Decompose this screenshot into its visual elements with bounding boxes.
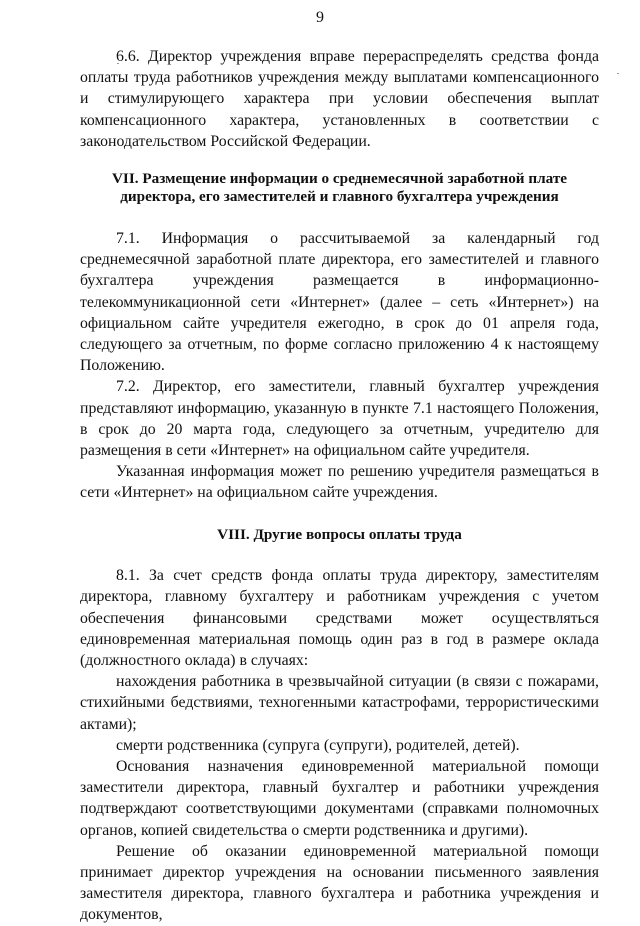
section-7-title-line-2: директора, его заместителей и главного бухгалтера учреждения bbox=[120, 187, 559, 205]
section-8-title: VIII. Другие вопросы оплаты труда bbox=[217, 525, 462, 543]
scan-dot-mark bbox=[617, 73, 619, 74]
paragraph-6-6: 6.6. Директор учреждения вправе перераспределять средства фонда оплаты труда работников учреждения между выплатами компенсационного и стимулирующего характера при условии обеспечения выплат компенсационного характера, установленных в соответствии с законодательством Российской Федерации. bbox=[80, 48, 599, 150]
paragraph-7-2: 7.2. Директор, его заместители, главный бухгалтер учреждения представляют информацию, указанную в пункте 7.1 настоящего Положения, в срок до 20 марта года, следующего за отчетным, учредителю для размещения в сети «Интернет» на официальном сайте учредителя. bbox=[80, 378, 599, 460]
section-7-body bbox=[80, 228, 599, 504]
section-7-title-line-1: VII. Размещение информации о среднемесячной заработной плате bbox=[111, 170, 568, 188]
case-death-of-relative: смерти родственника (супруга (супруги), родителей, детей). bbox=[116, 736, 520, 754]
paragraph-8-1: 8.1. За счет средств фонда оплаты труда директору, заместителям директора, главному бухгалтеру и работникам учреждения с учетом обеспечения финансовыми средствами может осуществляться единовременная материальная помощь один раз в год в размере оклада (должностного оклада) в случаях: bbox=[80, 567, 599, 669]
paragraph-decision: Решение об оказании единовременной материальной помощи принимает директор учреждения на основании письменного заявления заместителя директора, главного бухгалтера и работника учреждения и документов, bbox=[80, 842, 599, 924]
section-8-body bbox=[80, 565, 599, 925]
document-body bbox=[80, 46, 599, 926]
section-7-heading bbox=[80, 170, 599, 205]
page-number: 9 bbox=[316, 9, 324, 26]
paragraph-7-2-continuation: Указанная информация может по решению учредителя размещаться в сети «Интернет» на официальном сайте учреждения. bbox=[80, 463, 599, 502]
case-emergency: нахождения работника в чрезвычайной ситуации (в связи с пожарами, стихийными бедствиями, техногенными катастрофами, террористическими актами); bbox=[80, 673, 599, 733]
paragraph-grounds: Основания назначения единовременной материальной помощи заместители директора, главный бухгалтер и работники учреждения подтверждают соответствующими документами (справками полномочных органов, копией свидетельства о смерти родственника и другими). bbox=[80, 757, 599, 839]
paragraph-7-1: 7.1. Информация о рассчитываемой за календарный год среднемесячной заработной плате директора, его заместителей и главного бухгалтера учреждения размещается в информационно-телекоммуникационной сети «Интернет» (далее – сеть «Интернет») на официальном сайте учредителя ежегодно, в срок до 01 апреля года, следующего за отчетным, по форме согласно приложению 4 к настоящему Положению. bbox=[80, 230, 599, 375]
